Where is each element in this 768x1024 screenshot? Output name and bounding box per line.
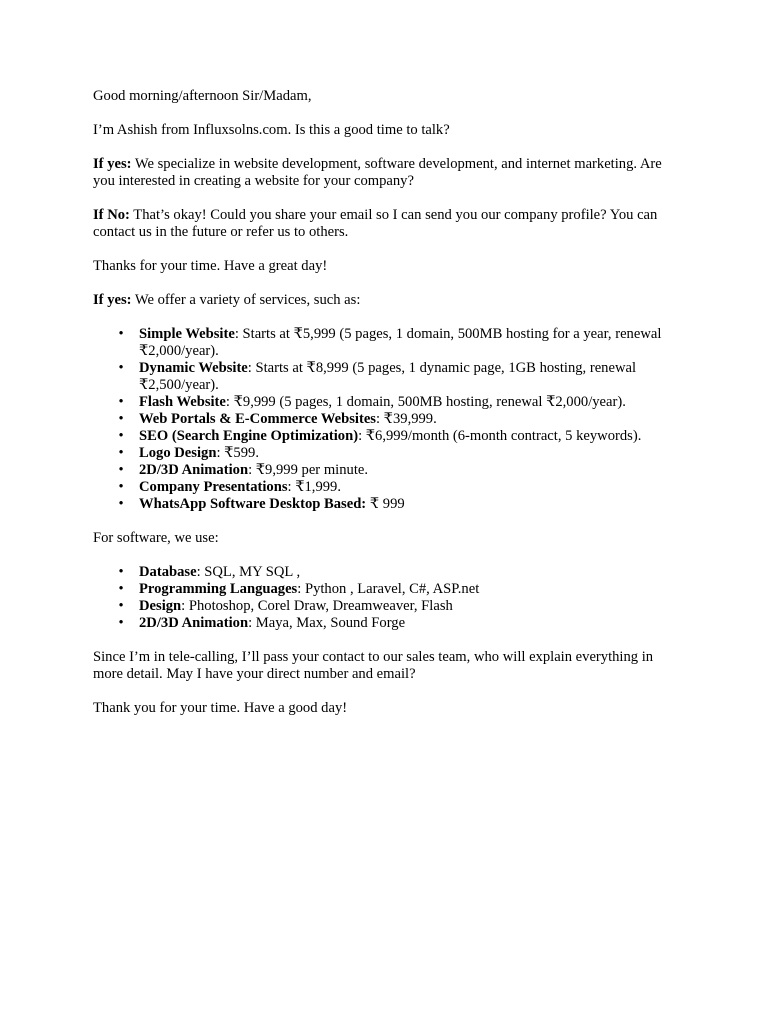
intro-line: I’m Ashish from Influxsolns.com. Is this a good time to talk? (93, 122, 450, 138)
list-item (93, 479, 683, 496)
service-detail: : Starts at ₹8,999 (5 pages, 1 dynamic page, 1GB hosting, renewal ₹2,500/year). (139, 360, 637, 393)
software-category: 2D/3D Animation (139, 615, 249, 631)
service-name: 2D/3D Animation (139, 462, 249, 478)
list-item (93, 428, 683, 445)
list-item (93, 411, 683, 428)
bullet-icon: • (118, 445, 124, 461)
thanks-line: Thanks for your time. Have a great day! (93, 258, 328, 274)
list-item (93, 598, 683, 615)
list-item (93, 581, 683, 598)
if-no-text: That’s okay! Could you share your email so I can send you our company profile? You can contact us in the future or refer us to others. (93, 207, 658, 240)
greeting: Good morning/afternoon Sir/Madam, (93, 88, 312, 104)
software-detail: : Python , Laravel, C#, ASP.net (297, 581, 480, 597)
bullet-icon: • (118, 615, 124, 631)
service-name: SEO (Search Engine Optimization) (139, 428, 359, 444)
service-detail: : ₹6,999/month (6-month contract, 5 keywords). (358, 428, 642, 444)
service-detail: : ₹599. (216, 445, 259, 461)
service-detail: ₹ 999 (366, 496, 405, 512)
list-item (93, 496, 683, 513)
list-item (93, 360, 683, 394)
service-detail: : Starts at ₹5,999 (5 pages, 1 domain, 500MB hosting for a year, renewal ₹2,000/year). (139, 326, 662, 359)
list-item (93, 326, 683, 360)
services-intro-text: We offer a variety of services, such as: (131, 292, 361, 308)
bullet-icon: • (118, 394, 124, 410)
list-item (93, 564, 683, 581)
service-name: Web Portals & E-Commerce Websites (139, 411, 376, 427)
if-yes-paragraph (93, 156, 683, 190)
bullet-icon: • (118, 411, 124, 427)
software-category: Programming Languages (139, 581, 298, 597)
software-detail: : SQL, MY SQL , (196, 564, 301, 580)
list-item (93, 615, 683, 632)
service-detail: : ₹39,999. (375, 411, 437, 427)
service-detail: : ₹9,999 (5 pages, 1 domain, 500MB hosting, renewal ₹2,000/year). (225, 394, 626, 410)
software-list (93, 564, 683, 632)
bullet-icon: • (118, 479, 124, 495)
final-thanks: Thank you for your time. Have a good day! (93, 700, 348, 716)
software-category: Database (139, 564, 197, 580)
list-item (93, 445, 683, 462)
software-detail: : Photoshop, Corel Draw, Dreamweaver, Flash (181, 598, 453, 614)
bullet-icon: • (118, 581, 124, 597)
bullet-icon: • (118, 564, 124, 580)
document-page (93, 88, 683, 734)
service-name: WhatsApp Software Desktop Based: (139, 496, 367, 512)
service-name: Simple Website (139, 326, 235, 342)
services-intro-paragraph (93, 292, 683, 309)
list-item (93, 462, 683, 479)
service-name: Company Presentations (139, 479, 288, 495)
software-category: Design (139, 598, 182, 614)
software-detail: : Maya, Max, Sound Forge (248, 615, 406, 631)
service-name: Flash Website (139, 394, 226, 410)
services-intro-label: If yes: (93, 292, 132, 308)
if-no-label: If No: (93, 207, 130, 223)
service-detail: : ₹1,999. (287, 479, 341, 495)
services-list (93, 326, 683, 513)
bullet-icon: • (118, 360, 124, 376)
service-name: Logo Design (139, 445, 217, 461)
bullet-icon: • (118, 598, 124, 614)
list-item (93, 394, 683, 411)
if-yes-text: We specialize in website development, software development, and internet marketing. Are you interested in creating a website for your company? (93, 156, 662, 189)
if-yes-label: If yes: (93, 156, 132, 172)
software-intro: For software, we use: (93, 530, 219, 546)
bullet-icon: • (118, 326, 124, 342)
service-name: Dynamic Website (139, 360, 248, 376)
bullet-icon: • (118, 428, 124, 444)
bullet-icon: • (118, 496, 124, 512)
bullet-icon: • (118, 462, 124, 478)
if-no-paragraph (93, 207, 683, 241)
service-detail: : ₹9,999 per minute. (248, 462, 368, 478)
closing-paragraph: Since I’m in tele-calling, I’ll pass your contact to our sales team, who will explain everything in more detail. May I have your direct number and email? (93, 649, 654, 682)
